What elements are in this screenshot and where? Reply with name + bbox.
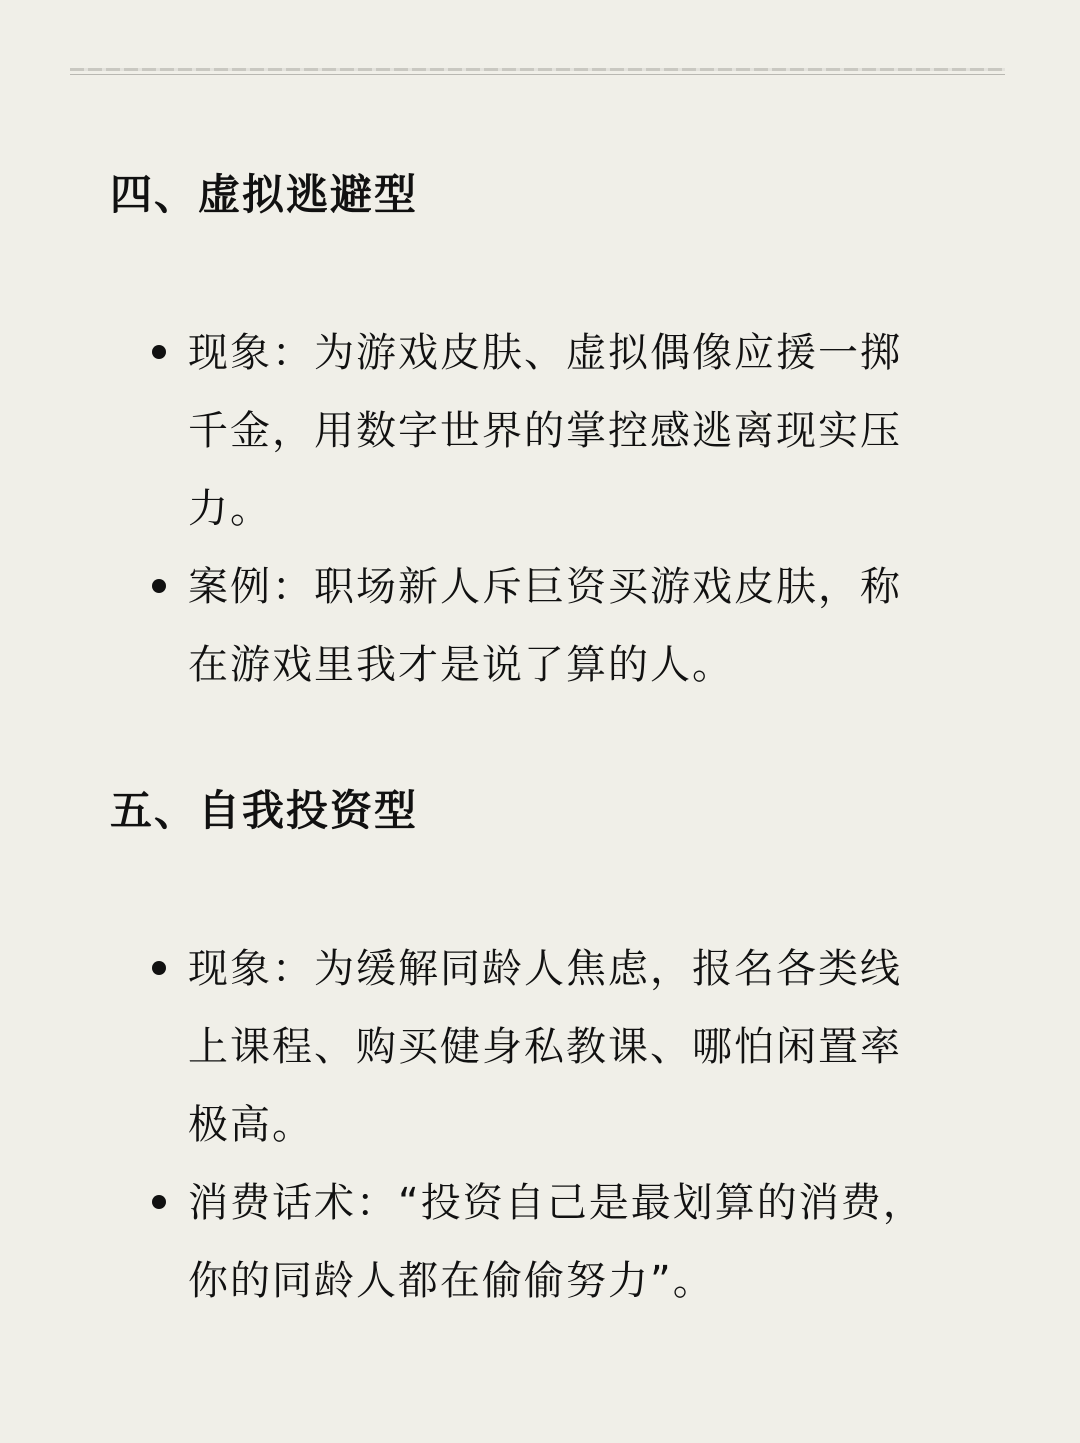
list-item-text: 现象：为游戏皮肤、虚拟偶像应援一掷千金，用数字世界的掌控感逃离现实压力。 [188, 330, 902, 532]
bullet-list-self-investment [150, 930, 950, 1320]
list-item [150, 930, 930, 1164]
list-item [150, 548, 930, 704]
list-item-text: 现象：为缓解同龄人焦虑，报名各类线上课程、购买健身私教课、哪怕闲置率极高。 [188, 946, 902, 1148]
list-item [150, 1164, 930, 1320]
list-item [150, 314, 930, 548]
bullet-icon [152, 1195, 166, 1209]
list-item-text: 案例：职场新人斥巨资买游戏皮肤，称在游戏里我才是说了算的人。 [188, 564, 902, 688]
list-item-text: 消费话术：“投资自己是最划算的消费，你的同龄人都在偷偷努力”。 [188, 1180, 925, 1304]
section-title-self-investment: 五、自我投资型 [110, 786, 419, 835]
section-title-virtual-escape: 四、虚拟逃避型 [110, 170, 419, 219]
bullet-icon [152, 961, 166, 975]
bullet-list-virtual-escape [150, 314, 950, 704]
bullet-icon [152, 345, 166, 359]
top-divider [70, 68, 1005, 71]
bullet-icon [152, 579, 166, 593]
